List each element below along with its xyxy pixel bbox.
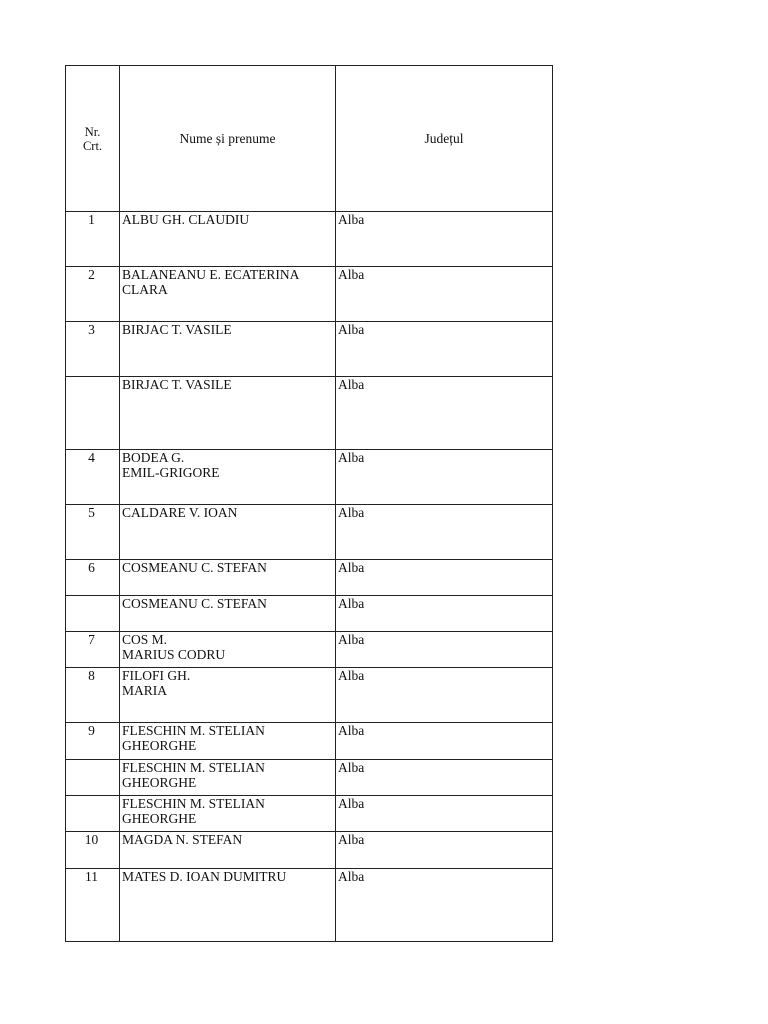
name-line-1: MATES D. IOAN DUMITRU (122, 869, 287, 884)
name-line-1: BALANEANU E. ECATERINA (122, 267, 300, 282)
cell-nr-crt: 8 (66, 668, 120, 723)
cell-nr-crt: 4 (66, 450, 120, 505)
candidates-table (65, 65, 553, 942)
cell-judet: Alba (336, 796, 553, 832)
table-row (66, 796, 553, 832)
cell-name (120, 505, 336, 560)
name-line-2: GHEORGHE (122, 738, 197, 753)
cell-nr-crt: 6 (66, 560, 120, 596)
cell-judet: Alba (336, 560, 553, 596)
cell-nr-crt (66, 596, 120, 632)
name-line-1: BIRJAC T. VASILE (122, 377, 232, 392)
cell-judet: Alba (336, 668, 553, 723)
name-line-2: MARIA (122, 683, 168, 698)
cell-name (120, 450, 336, 505)
cell-name (120, 560, 336, 596)
document-page (65, 65, 552, 942)
table-header-row (66, 66, 553, 212)
cell-judet: Alba (336, 632, 553, 668)
name-line-1: COSMEANU C. STEFAN (122, 596, 267, 611)
cell-nr-crt: 2 (66, 267, 120, 322)
cell-name (120, 212, 336, 267)
table-row (66, 212, 553, 267)
table-row (66, 723, 553, 760)
cell-judet: Alba (336, 869, 553, 942)
cell-judet: Alba (336, 760, 553, 796)
table-row (66, 869, 553, 942)
header-nr-line2: Crt. (82, 138, 103, 153)
cell-nr-crt (66, 377, 120, 450)
table-row (66, 560, 553, 596)
header-nr-crt (66, 66, 120, 212)
cell-name (120, 760, 336, 796)
cell-name (120, 596, 336, 632)
name-line-1: ALBU GH. CLAUDIU (122, 212, 250, 227)
table-row (66, 322, 553, 377)
cell-nr-crt: 9 (66, 723, 120, 760)
cell-name (120, 723, 336, 760)
cell-name (120, 322, 336, 377)
name-line-1: COSMEANU C. STEFAN (122, 560, 267, 575)
cell-nr-crt: 11 (66, 869, 120, 942)
cell-nr-crt: 1 (66, 212, 120, 267)
cell-name (120, 267, 336, 322)
table-row (66, 505, 553, 560)
table-row (66, 596, 553, 632)
name-line-1: BODEA G. (122, 450, 185, 465)
name-line-1: FLESCHIN M. STELIAN (122, 723, 265, 738)
table-row (66, 668, 553, 723)
cell-name (120, 668, 336, 723)
cell-judet: Alba (336, 450, 553, 505)
cell-name (120, 796, 336, 832)
header-judet: Județul (336, 66, 553, 212)
table-row (66, 377, 553, 450)
cell-nr-crt (66, 796, 120, 832)
name-line-2: CLARA (122, 282, 168, 297)
cell-name (120, 869, 336, 942)
name-line-1: FLESCHIN M. STELIAN (122, 760, 265, 775)
table-row (66, 632, 553, 668)
name-line-1: MAGDA N. STEFAN (122, 832, 243, 847)
table-row (66, 760, 553, 796)
name-line-1: BIRJAC T. VASILE (122, 322, 232, 337)
name-line-2: GHEORGHE (122, 811, 197, 826)
name-line-2: MARIUS CODRU (122, 647, 226, 662)
header-name: Nume și prenume (120, 66, 336, 212)
cell-nr-crt: 7 (66, 632, 120, 668)
table-row (66, 450, 553, 505)
cell-judet: Alba (336, 212, 553, 267)
header-nr-line1: Nr. (84, 124, 101, 139)
cell-nr-crt: 3 (66, 322, 120, 377)
cell-judet: Alba (336, 267, 553, 322)
cell-judet: Alba (336, 322, 553, 377)
name-line-2: EMIL-GRIGORE (122, 465, 220, 480)
cell-nr-crt (66, 760, 120, 796)
name-line-1: FILOFI GH. (122, 668, 191, 683)
name-line-1: FLESCHIN M. STELIAN (122, 796, 265, 811)
cell-judet: Alba (336, 832, 553, 869)
table-row (66, 267, 553, 322)
cell-judet: Alba (336, 596, 553, 632)
cell-nr-crt: 5 (66, 505, 120, 560)
cell-nr-crt: 10 (66, 832, 120, 869)
name-line-1: COS M. (122, 632, 168, 647)
cell-name (120, 832, 336, 869)
cell-name (120, 632, 336, 668)
table-body (66, 212, 553, 942)
cell-name (120, 377, 336, 450)
name-line-1: CALDARE V. IOAN (122, 505, 238, 520)
cell-judet: Alba (336, 377, 553, 450)
name-line-2: GHEORGHE (122, 775, 197, 790)
table-row (66, 832, 553, 869)
cell-judet: Alba (336, 723, 553, 760)
cell-judet: Alba (336, 505, 553, 560)
